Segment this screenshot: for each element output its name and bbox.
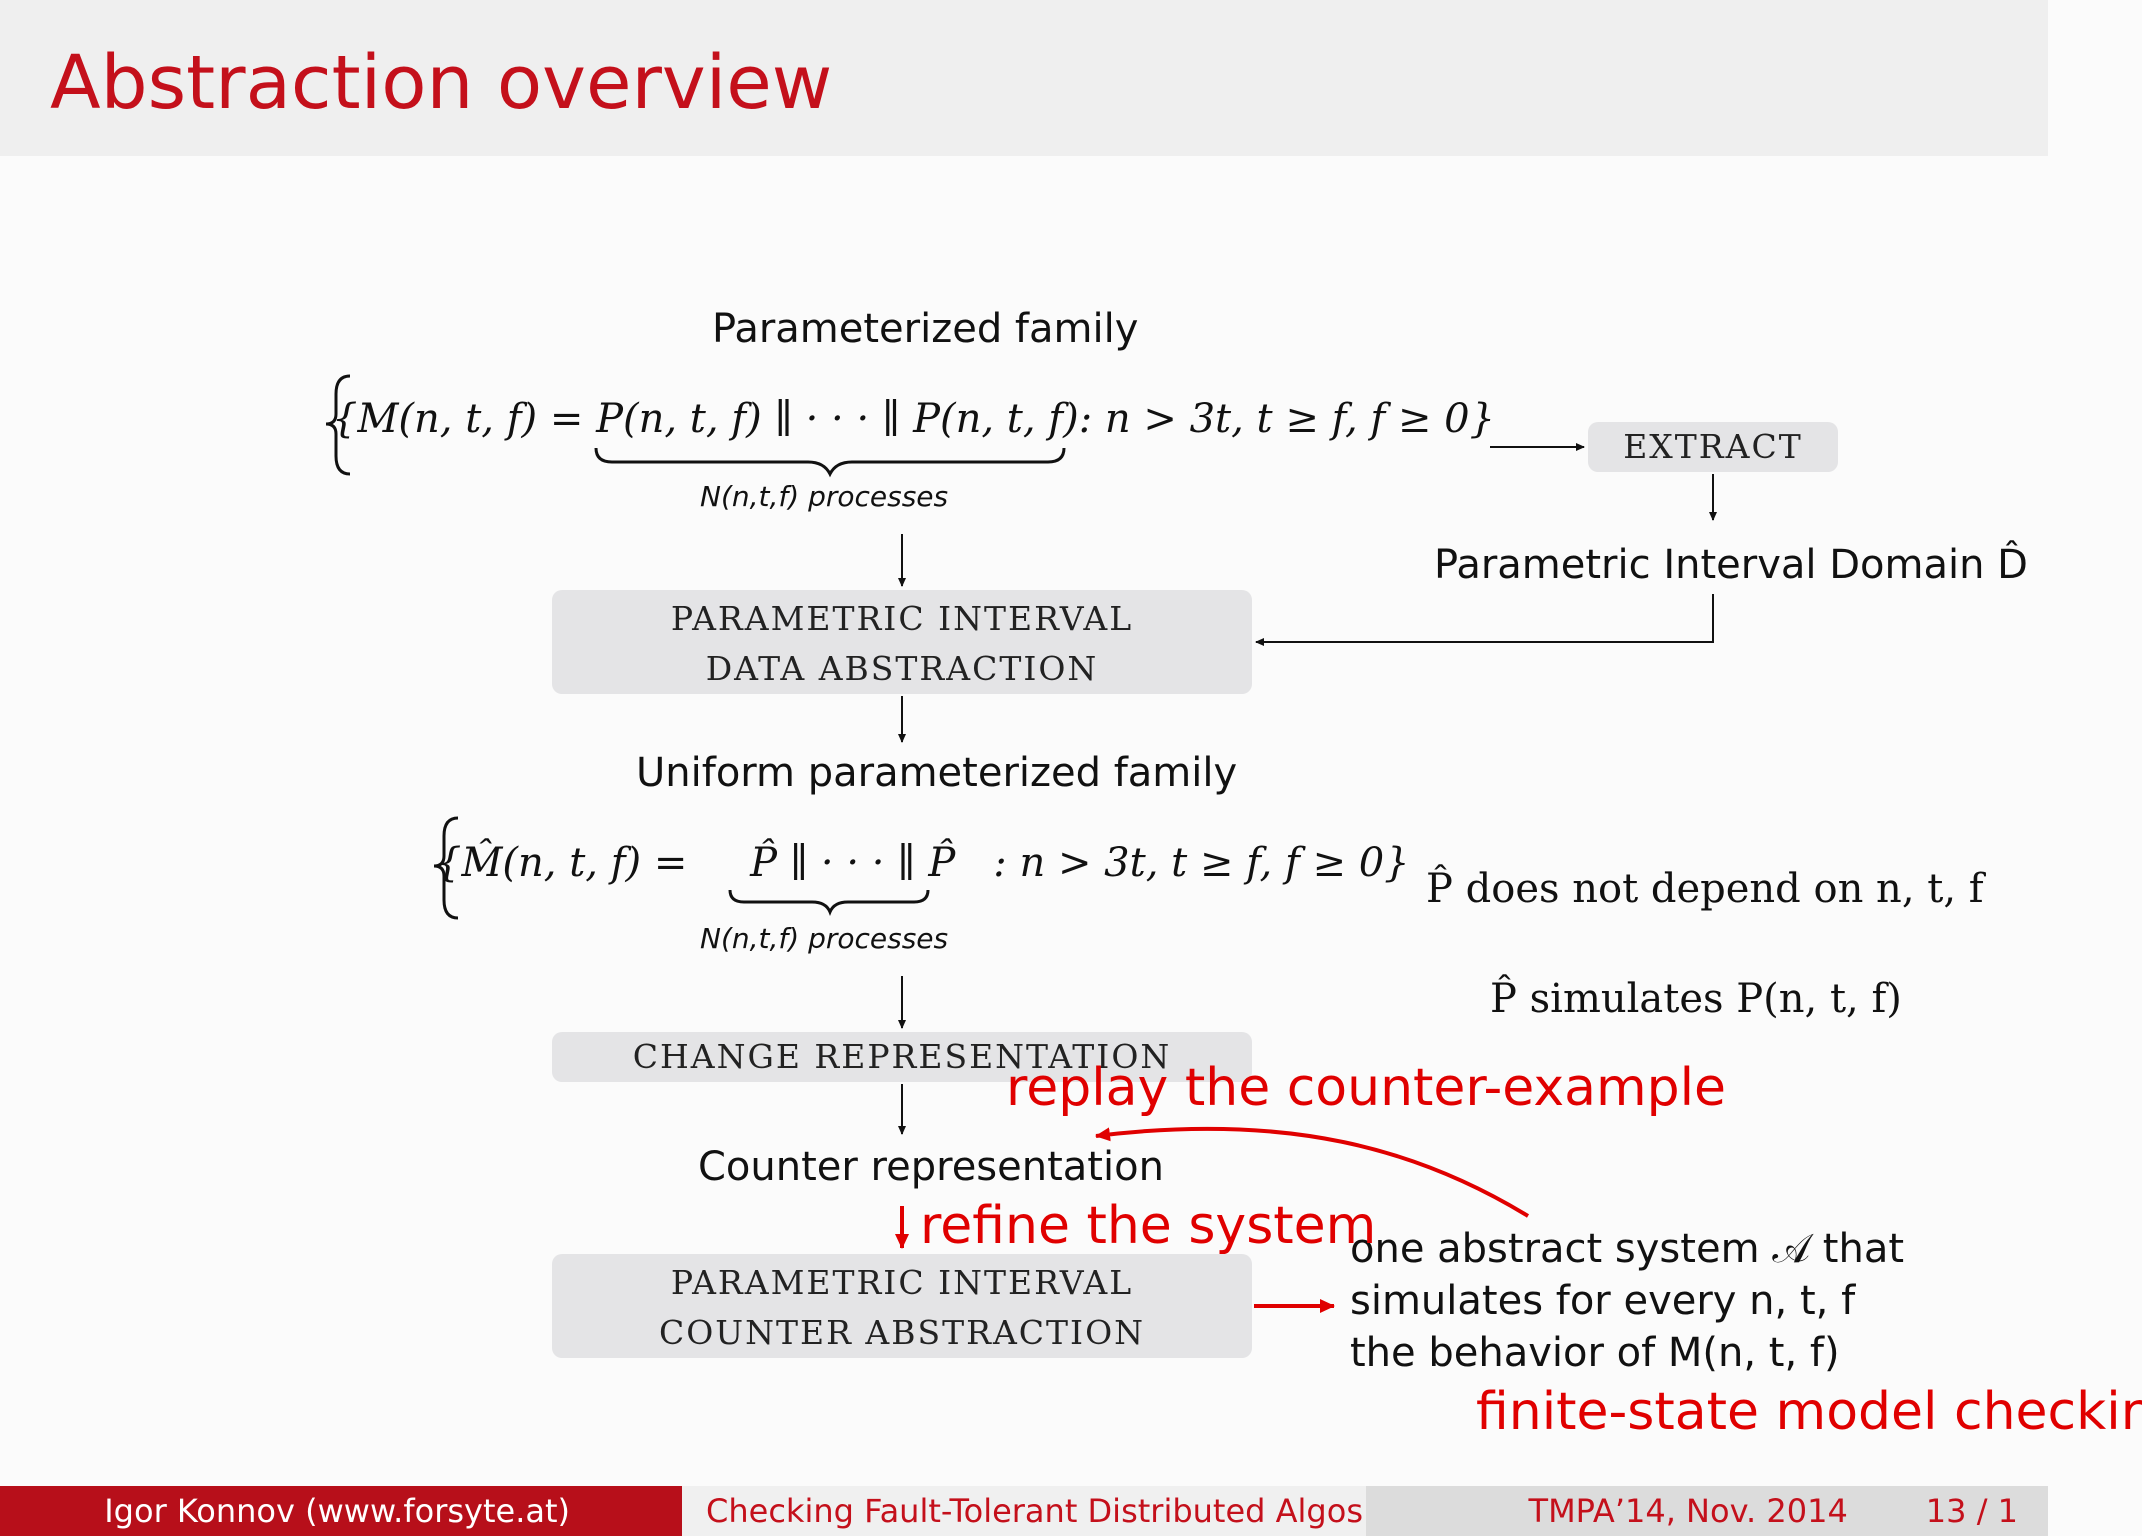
- footer-author-text: Igor Konnov (www.forsyte.at): [104, 1492, 570, 1530]
- underbrace-1: [596, 448, 1064, 474]
- annotation-model-checking: finite-state model checkir: [1476, 1382, 2142, 1442]
- result-line3: the behavior of M(n, t, f): [1350, 1330, 1840, 1376]
- result-line2: simulates for every n, t, f: [1350, 1278, 1856, 1324]
- uniform-family-label: Uniform parameterized family: [636, 750, 1238, 796]
- note-simulates: P̂ simulates P(n, t, f): [1490, 976, 1902, 1022]
- uniform-formula-procs: P̂ ∥ · · · ∥ P̂: [750, 840, 956, 886]
- footer-talk-title: Checking Fault-Tolerant Distributed Algos: [682, 1486, 1366, 1536]
- change-representation-box: CHANGE REPRESENTATION: [552, 1032, 1252, 1082]
- counter-abstraction-line2: COUNTER ABSTRACTION: [658, 1313, 1146, 1352]
- data-abstraction-box: [552, 590, 1252, 694]
- note-independent: P̂ does not depend on n, t, f: [1426, 866, 1984, 912]
- annotation-refine: refine the system: [920, 1196, 1377, 1256]
- annotation-replay: replay the counter-example: [1006, 1058, 1727, 1118]
- family-formula-left: {M(n, t, f) =: [332, 396, 597, 442]
- counter-abstraction-line1: PARAMETRIC INTERVAL: [670, 1263, 1134, 1302]
- footer-author: [0, 1486, 682, 1536]
- uniform-formula-left: {M̂(n, t, f) =: [436, 840, 701, 886]
- result-line1: one abstract system 𝒜 that: [1350, 1226, 1905, 1272]
- extract-box: EXTRACT: [1588, 422, 1838, 472]
- underbrace-2: [730, 890, 928, 912]
- counter-representation-label: Counter representation: [698, 1144, 1164, 1190]
- domain-label: Parametric Interval Domain D̂: [1434, 542, 2028, 588]
- data-abstraction-line2: DATA ABSTRACTION: [705, 649, 1099, 688]
- family-formula-right: : n > 3t, t ≥ f, f ≥ 0}: [1078, 396, 1496, 442]
- processes-label-2: N(n,t,f) processes: [700, 922, 949, 955]
- arrow-domain-to-data-abstraction: [1256, 594, 1713, 642]
- data-abstraction-line1: PARAMETRIC INTERVAL: [670, 599, 1134, 638]
- footer-page-number: 13 / 1: [1925, 1492, 2018, 1530]
- uniform-formula: [436, 840, 1410, 886]
- counter-abstraction-box: [552, 1254, 1252, 1358]
- family-formula: [332, 396, 1495, 442]
- family-label: Parameterized family: [712, 306, 1139, 352]
- processes-label-1: N(n,t,f) processes: [700, 480, 949, 513]
- uniform-formula-right: : n > 3t, t ≥ f, f ≥ 0}: [993, 840, 1410, 886]
- family-formula-procs: P(n, t, f) ∥ · · · ∥ P(n, t, f): [596, 396, 1079, 442]
- footer-venue-page: [1366, 1486, 2048, 1536]
- slide-title: Abstraction overview: [50, 40, 833, 126]
- footer-venue: TMPA’14, Nov. 2014: [1528, 1492, 1848, 1530]
